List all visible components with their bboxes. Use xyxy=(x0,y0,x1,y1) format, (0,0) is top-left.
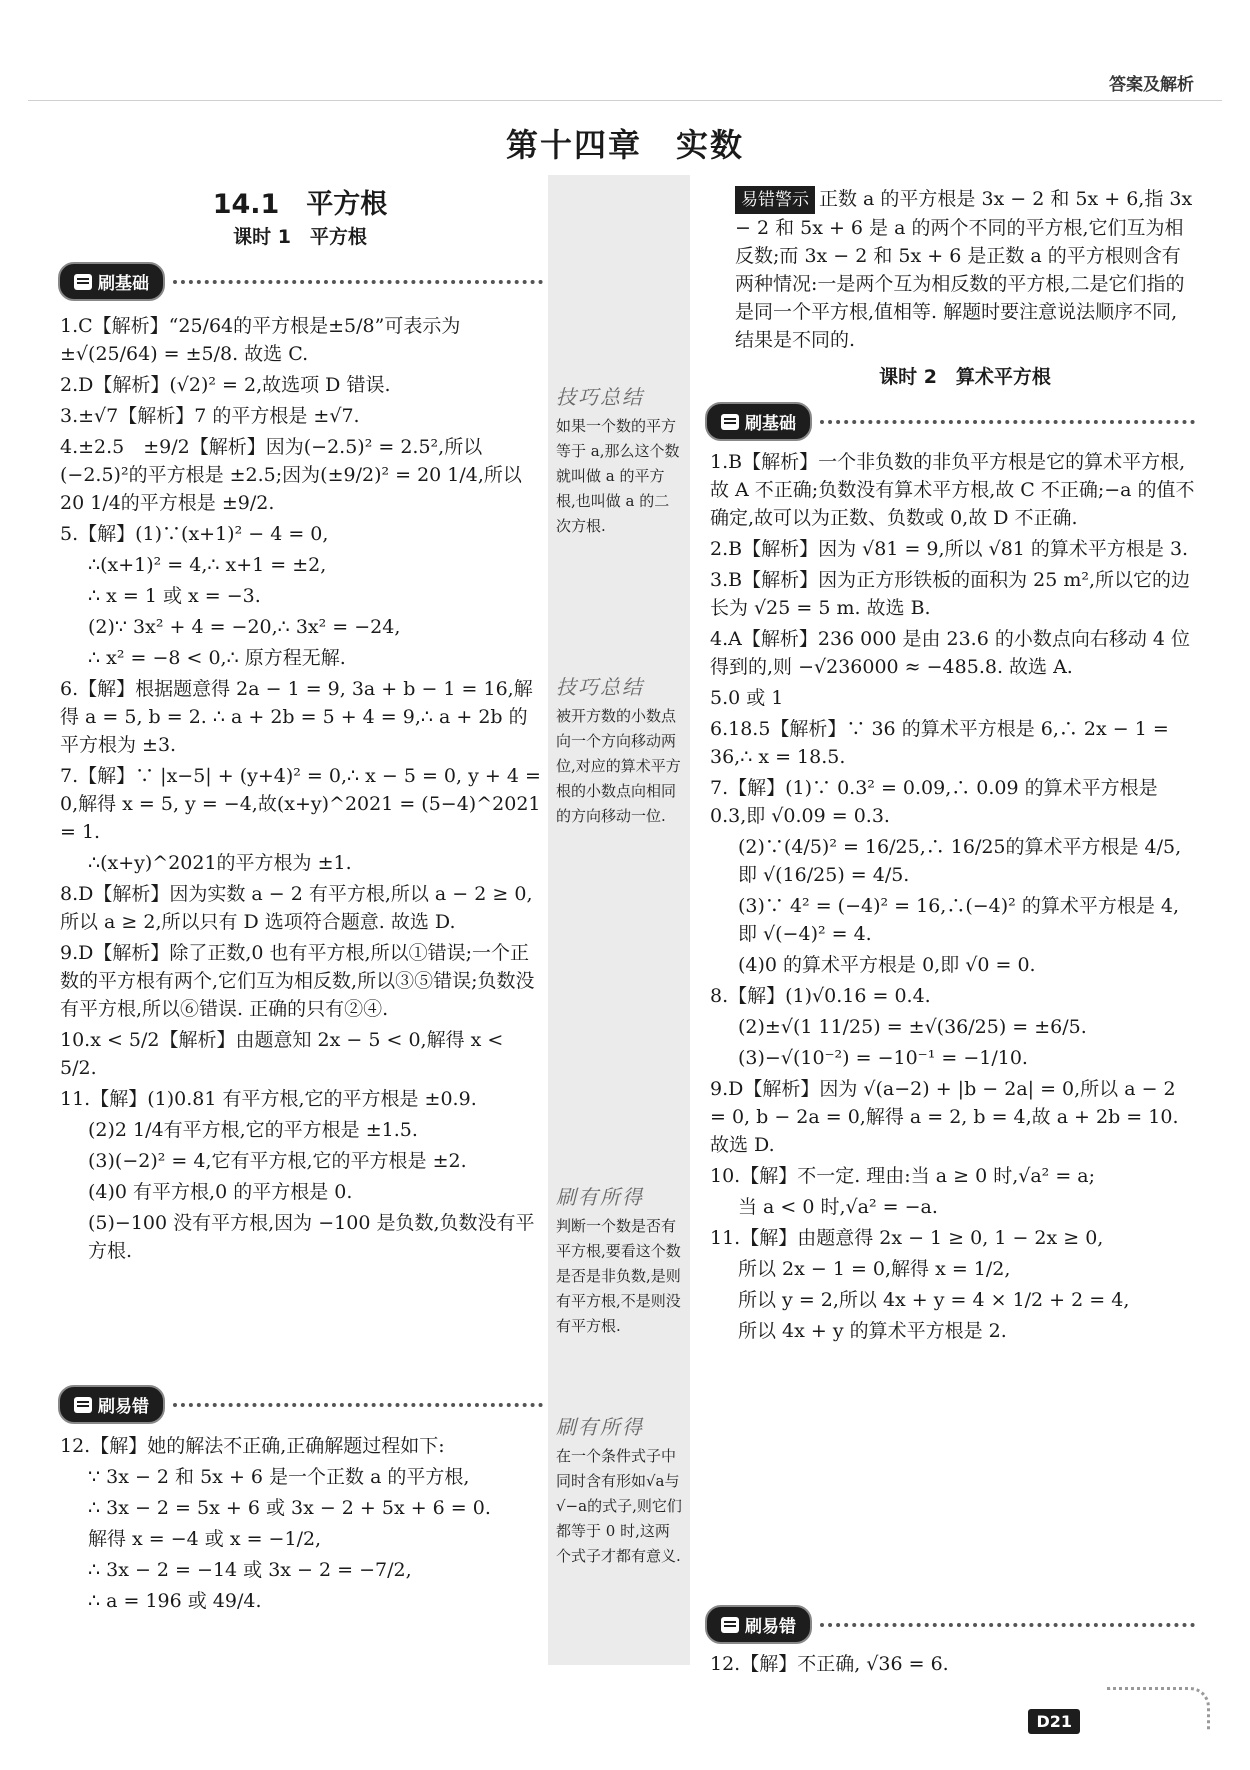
chapter-title: 第十四章 实数 xyxy=(505,126,744,164)
basic-label-left: 刷基础 xyxy=(58,262,543,301)
answer-line: (3)−√(10⁻²) = −10⁻¹ = −1/10. xyxy=(738,1047,1028,1069)
answer-line: (5)−100 没有平方根,因为 −100 是负数,负数没有平方根. xyxy=(88,1212,535,1262)
answer-item: 11.【解】(1)0.81 有平方根,它的平方根是 ±0.9. xyxy=(60,1088,477,1110)
answer-line: (4)0 有平方根,0 的平方根是 0. xyxy=(88,1181,353,1203)
answer-item: 5.0 或 1 xyxy=(710,687,784,709)
answer-line: (2)∵(4/5)² = 16/25,∴ 16/25的算术平方根是 4/5,即 √(16/25) = 4/5. xyxy=(738,836,1182,886)
answer-item: 2.B【解析】因为 √81 = 9,所以 √81 的算术平方根是 3. xyxy=(710,538,1189,560)
pencil-icon xyxy=(721,1617,739,1633)
answer-line: (4)0 的算术平方根是 0,即 √0 = 0. xyxy=(738,954,1036,976)
side-note-2: 技巧总结 被开方数的小数点向一个方向移动两位,对应的算术平方根的小数点向相同的方向移动一位. xyxy=(556,675,681,825)
warning-box xyxy=(735,185,1195,354)
side-note-1: 技巧总结 如果一个数的平方等于 a,那么这个数就叫做 a 的平方根,也叫做 a 的二次方根. xyxy=(556,385,680,535)
answer-line: ∴ x² = −8 < 0,∴ 原方程无解. xyxy=(88,647,346,669)
answer-item: 7.【解】∵ |x−5| + (y+4)² = 0,∴ x − 5 = 0, y + 4 = 0,解得 x = 5, y = −4,故(x+y)^2021 = (5−4)^2021 = 1. xyxy=(60,765,541,843)
answer-line: ∴ x = 1 或 x = −3. xyxy=(88,585,261,607)
answer-item: 8.【解】(1)√0.16 = 0.4. xyxy=(710,985,931,1007)
left-answers xyxy=(60,312,545,1268)
answer-item: 10.x < 5/2【解析】由题意知 2x − 5 < 0,解得 x < 5/2. xyxy=(60,1029,504,1079)
left-mistake-answers xyxy=(60,1432,545,1618)
answer-item: 5.【解】(1)∵(x+1)² − 4 = 0, xyxy=(60,523,329,545)
answer-line: 所以 y = 2,所以 4x + y = 4 × 1/2 + 2 = 4, xyxy=(738,1289,1130,1311)
answer-line: 所以 4x + y 的算术平方根是 2. xyxy=(738,1320,1007,1342)
answer-item: 3.±√7【解析】7 的平方根是 ±√7. xyxy=(60,405,360,427)
lesson2-title: 课时 2 算术平方根 xyxy=(879,366,1051,388)
answer-item: 8.D【解析】因为实数 a − 2 有平方根,所以 a − 2 ≥ 0,所以 a ≥ 2,所以只有 D 选项符合题意. 故选 D. xyxy=(60,883,533,933)
dotted-rule xyxy=(173,1403,543,1407)
answer-line: (2)∵ 3x² + 4 = −20,∴ 3x² = −24, xyxy=(88,616,401,638)
right-mistake-answers xyxy=(710,1650,1195,1681)
answer-line: (2)±√(1 11/25) = ±√(36/25) = ±6/5. xyxy=(738,1016,1087,1038)
answer-item: 1.B【解析】一个非负数的非负平方根是它的算术平方根,故 A 不正确;负数没有算术平方根,故 C 不正确;−a 的值不确定,故可以为正数、负数或 0,故 D 不正确. xyxy=(710,451,1195,529)
side-note-4: 刷有所得 在一个条件式子中同时含有形如√a与√−a的式子,则它们都等于 0 时,这两个式子才都有意义. xyxy=(556,1415,682,1565)
basic-label-right: 刷基础 xyxy=(705,402,1195,441)
mistake-label-left: 刷易错 xyxy=(58,1385,543,1424)
answer-item: 12.【解】她的解法不正确,正确解题过程如下: xyxy=(60,1435,445,1457)
answer-item: 10.【解】不一定. 理由:当 a ≥ 0 时,√a² = a; xyxy=(710,1165,1096,1187)
pencil-icon xyxy=(74,1397,92,1413)
answer-line: ∴(x+y)^2021的平方根为 ±1. xyxy=(88,852,352,874)
answer-item: 4.A【解析】236 000 是由 23.6 的小数点向右移动 4 位得到的,则 −√236000 ≈ −485.8. 故选 A. xyxy=(710,628,1191,678)
answer-line: ∴ 3x − 2 = 5x + 6 或 3x − 2 + 5x + 6 = 0. xyxy=(88,1497,491,1519)
lesson1-title: 课时 1 平方根 xyxy=(233,226,367,248)
right-answers xyxy=(710,448,1195,1348)
answer-item: 4.±2.5 ±9/2【解析】因为(−2.5)² = 2.5²,所以(−2.5)²的平方根是 ±2.5;因为(±9/2)² = 20 1/4,所以20 1/4的平方根是 ±9/2. xyxy=(60,436,522,514)
dotted-rule xyxy=(820,1623,1195,1627)
answer-line: 当 a < 0 时,√a² = −a. xyxy=(738,1196,938,1218)
page-number: D21 xyxy=(1028,1709,1080,1734)
answer-line: ∴ a = 196 或 49/4. xyxy=(88,1590,262,1612)
answer-line: 解得 x = −4 或 x = −1/2, xyxy=(88,1528,322,1550)
answer-item: 7.【解】(1)∵ 0.3² = 0.09,∴ 0.09 的算术平方根是 0.3,即 √0.09 = 0.3. xyxy=(710,777,1158,827)
answer-item: 9.D【解析】除了正数,0 也有平方根,所以①错误;一个正数的平方根有两个,它们互为相反数,所以③⑤错误;负数没有平方根,所以⑥错误. 正确的只有②④. xyxy=(60,942,535,1020)
answer-line: ∴ 3x − 2 = −14 或 3x − 2 = −7/2, xyxy=(88,1559,412,1581)
answer-line: (3)∵ 4² = (−4)² = 16,∴(−4)² 的算术平方根是 4,即 √(−4)² = 4. xyxy=(738,895,1179,945)
section-title: 14.1 平方根 xyxy=(212,189,388,220)
answer-item: 1.C【解析】“25/64的平方根是±5/8”可表示为 ±√(25/64) = ±5/8. 故选 C. xyxy=(60,315,461,365)
answer-line: 所以 2x − 1 = 0,解得 x = 1/2, xyxy=(738,1258,1011,1280)
answer-item: 2.D【解析】(√2)² = 2,故选项 D 错误. xyxy=(60,374,391,396)
answer-line: ∵ 3x − 2 和 5x + 6 是一个正数 a 的平方根, xyxy=(88,1466,470,1488)
answer-line: ∴(x+1)² = 4,∴ x+1 = ±2, xyxy=(88,554,327,576)
answer-line: (2)2 1/4有平方根,它的平方根是 ±1.5. xyxy=(88,1119,418,1141)
answer-line: (3)(−2)² = 4,它有平方根,它的平方根是 ±2. xyxy=(88,1150,467,1172)
corner-decoration xyxy=(1107,1687,1210,1730)
side-note-3: 刷有所得 判断一个数是否有平方根,要看这个数是否是非负数,是则有平方根,不是则没有平方根. xyxy=(556,1185,681,1335)
pencil-icon xyxy=(721,414,739,430)
answer-item: 6.【解】根据题意得 2a − 1 = 9, 3a + b − 1 = 16,解得 a = 5, b = 2. ∴ a + 2b = 5 + 4 = 9,∴ a + 2b 的平方根为 ±3. xyxy=(60,678,533,756)
answer-item: 9.D【解析】因为 √(a−2) + |b − 2a| = 0,所以 a − 2 = 0, b − 2a = 0,解得 a = 2, b = 4,故 a + 2b = 10. 故选 D. xyxy=(710,1078,1179,1156)
mistake-label-right: 刷易错 xyxy=(705,1605,1195,1644)
pencil-icon xyxy=(74,274,92,290)
dotted-rule xyxy=(820,420,1195,424)
answer-item: 12.【解】不正确, √36 = 6. xyxy=(710,1653,949,1675)
header-tag: 答案及解析 xyxy=(1109,75,1194,95)
header-divider xyxy=(28,100,1222,101)
warning-tag: 易错警示 xyxy=(735,186,815,214)
dotted-rule xyxy=(173,280,543,284)
answer-item: 11.【解】由题意得 2x − 1 ≥ 0, 1 − 2x ≥ 0, xyxy=(710,1227,1104,1249)
warning-text: 正数 a 的平方根是 3x − 2 和 5x + 6,指 3x − 2 和 5x + 6 是 a 的两个不同的平方根,它们互为相反数;而 3x − 2 和 5x + 6 是正数 a 的平方根则含有两种情况:一是两个互为相反数的平方根,二是它们指的是同一个平方根,值相等. 解题时要注意说法顺序不同,结果是不同的. xyxy=(735,188,1193,351)
answer-item: 6.18.5【解析】∵ 36 的算术平方根是 6,∴ 2x − 1 = 36,∴ x = 18.5. xyxy=(710,718,1169,768)
answer-item: 3.B【解析】因为正方形铁板的面积为 25 m²,所以它的边长为 √25 = 5 m. 故选 B. xyxy=(710,569,1191,619)
